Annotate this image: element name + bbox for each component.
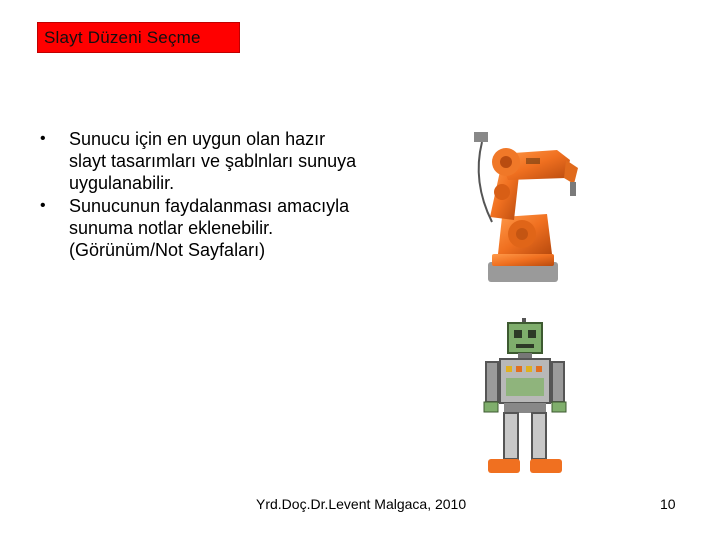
bullet-list bbox=[32, 128, 362, 261]
toy-robot-image bbox=[480, 318, 570, 480]
footer-author: Yrd.Doç.Dr.Levent Malgaca, 2010 bbox=[256, 496, 467, 512]
bullet-item bbox=[32, 195, 362, 262]
slide-title-box bbox=[37, 22, 240, 53]
bullet-item bbox=[32, 128, 362, 195]
slide-title: Slayt Düzeni Seçme bbox=[44, 27, 201, 47]
bullet-text: Sunucu için en uygun olan hazır slayt tasarımları ve şablnları sunuya uygulanabilir. bbox=[69, 129, 357, 194]
bullet-dot: • bbox=[40, 196, 46, 214]
page-number: 10 bbox=[660, 496, 676, 512]
bullet-text: Sunucunun faydalanması amacıyla sunuma notlar eklenebilir. (Görünüm/Not Sayfaları) bbox=[69, 195, 350, 261]
industrial-robot-arm-image bbox=[462, 122, 582, 292]
bullet-dot: • bbox=[40, 130, 46, 147]
